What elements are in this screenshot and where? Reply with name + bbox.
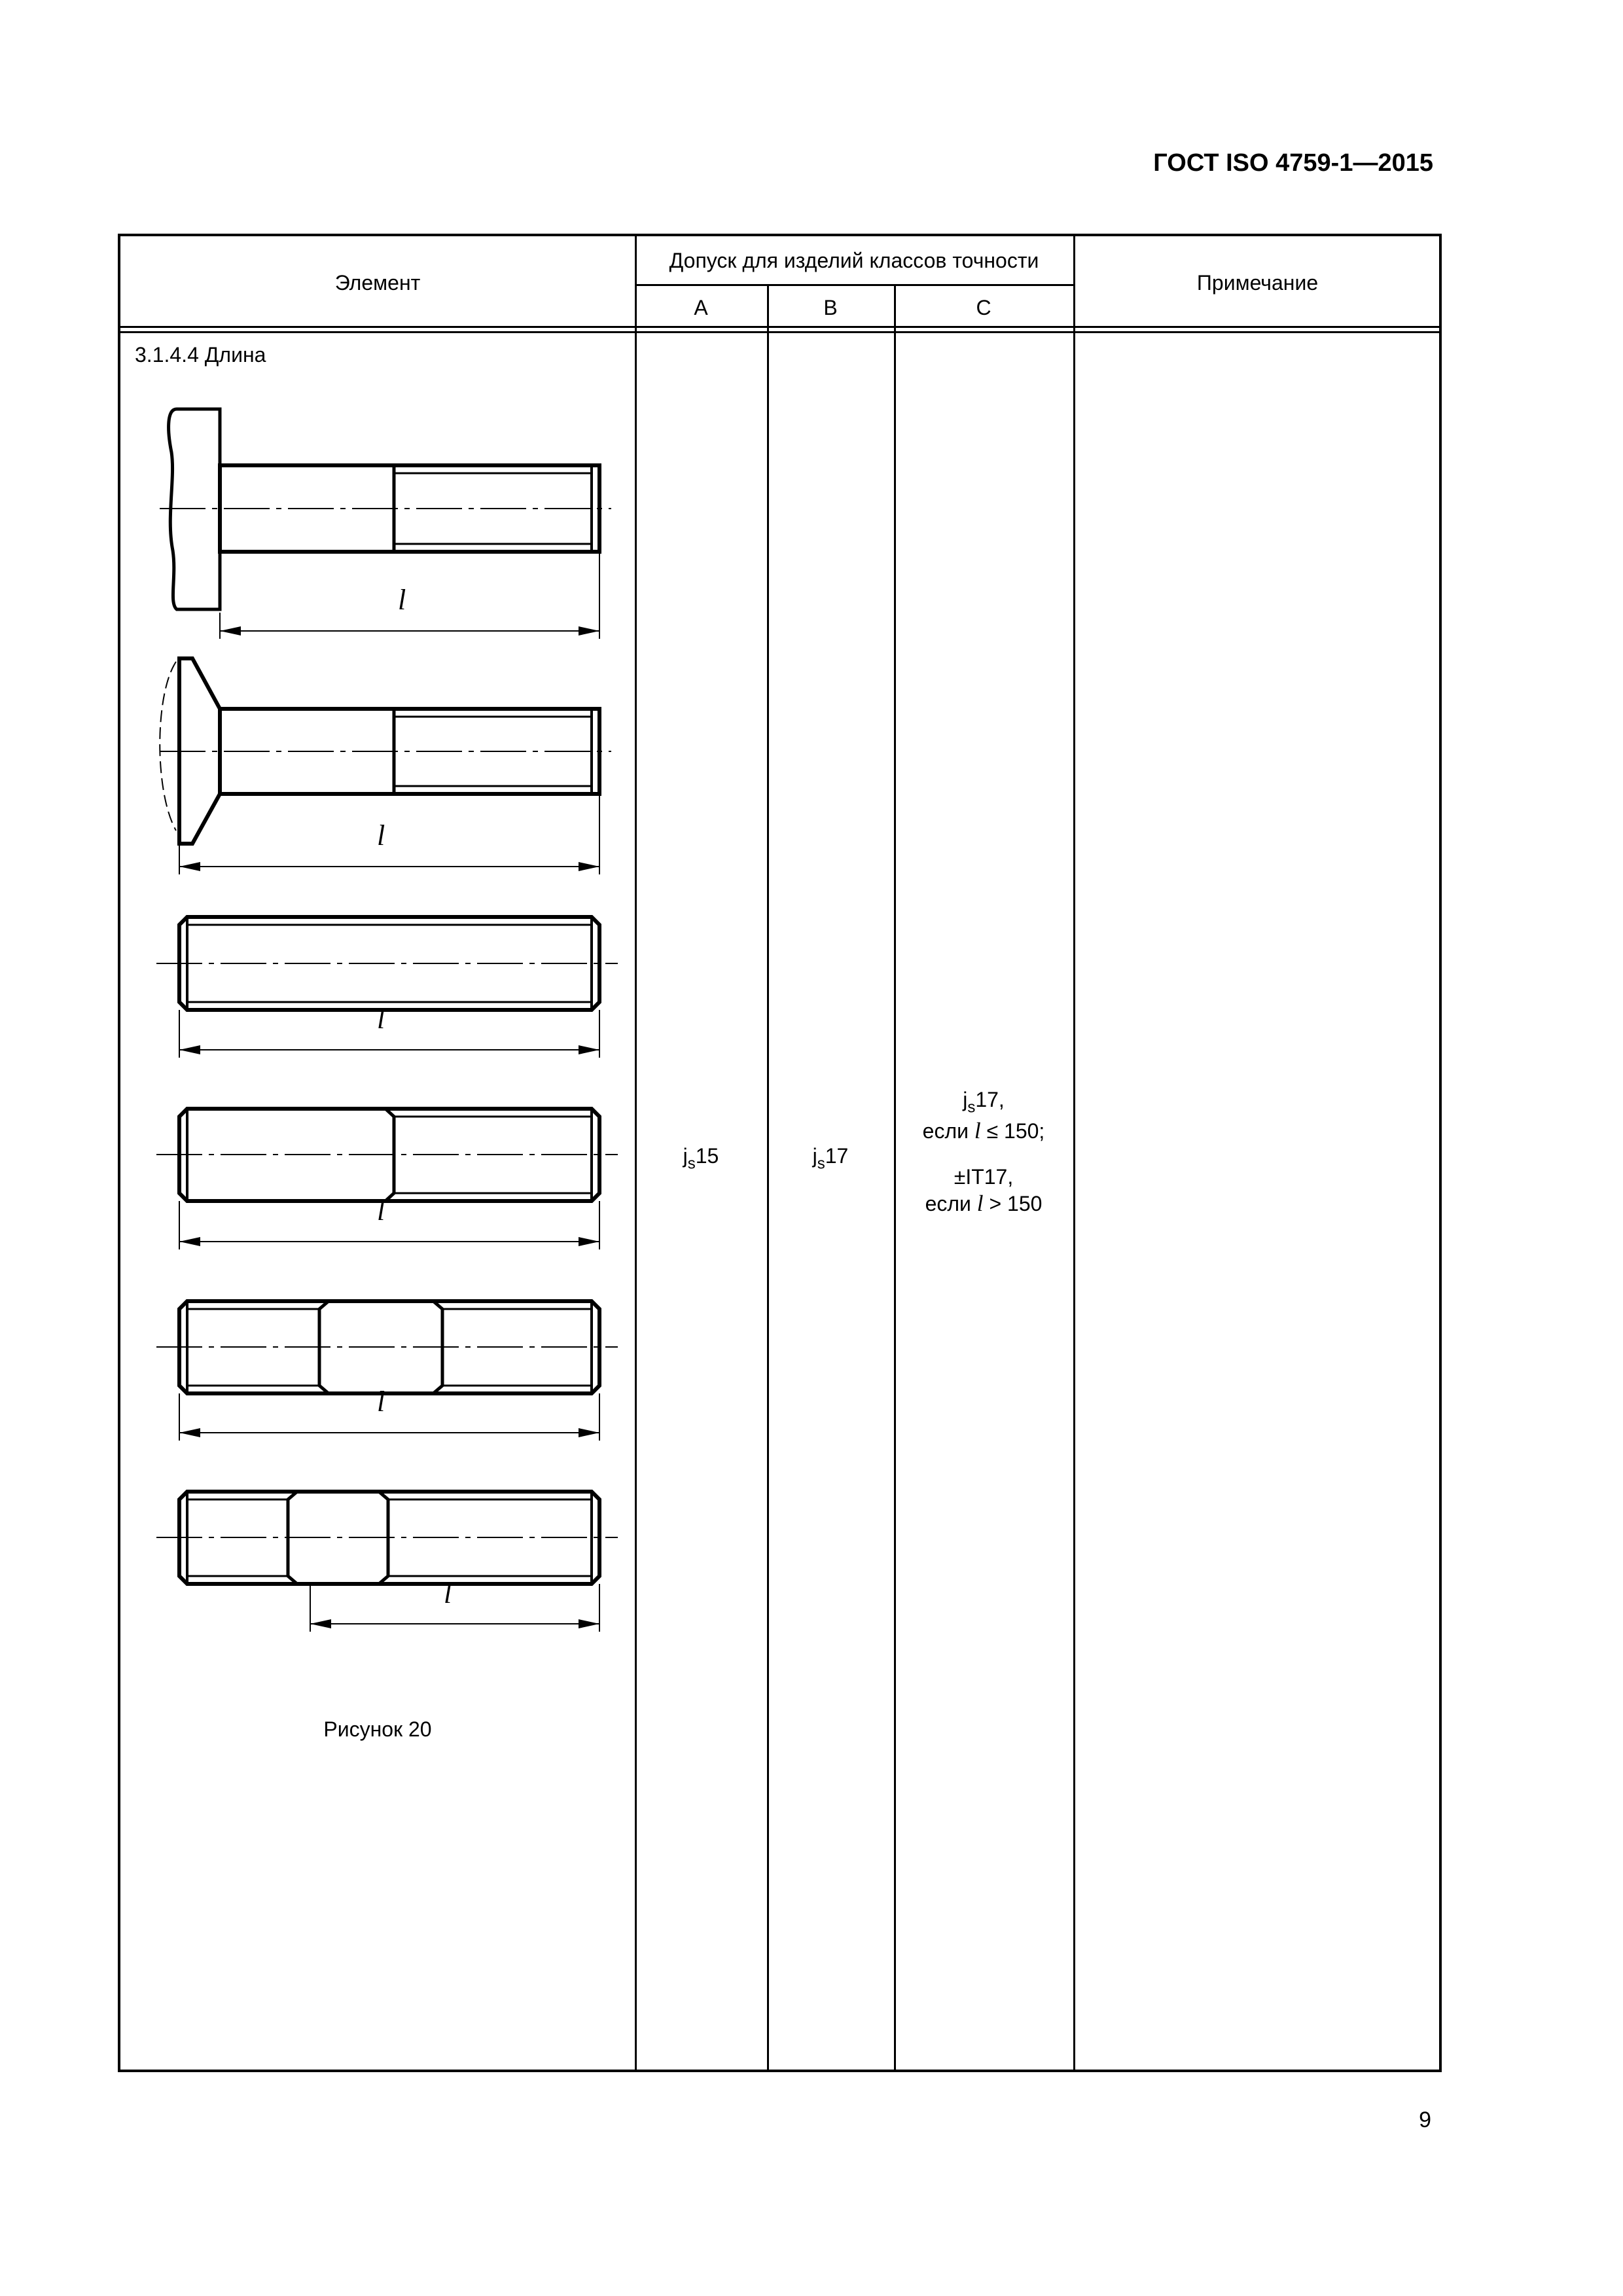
- threaded-rod-drawing: [156, 917, 618, 1058]
- double-end-stud-drawing: [156, 1301, 618, 1441]
- tolerance-a-base: j: [683, 1144, 688, 1168]
- tolerance-a-sub: s: [687, 1155, 696, 1173]
- tolerance-a: [635, 1143, 767, 1174]
- tolerance-c: [894, 1087, 1073, 1217]
- bolt-flat-head-drawing: [160, 409, 611, 639]
- figure-20-length-drawings: [120, 236, 635, 1676]
- header-note: Примечание: [1196, 271, 1319, 295]
- stud-metal-end-drawing: [156, 1492, 618, 1632]
- header-class-b: B: [823, 296, 838, 319]
- element-title: 3.1.4.4 Длина: [135, 343, 266, 367]
- figure-caption: Рисунок 20: [323, 1717, 432, 1741]
- text: ≤ 150;: [980, 1119, 1045, 1143]
- tolerance-b-base: j: [812, 1144, 817, 1168]
- header-subdivider: [635, 284, 1073, 286]
- length-label: l: [444, 1577, 452, 1609]
- tolerance-c-line1: [894, 1087, 1073, 1117]
- text: если: [925, 1191, 977, 1215]
- length-label: l: [377, 1003, 385, 1035]
- tolerance-c-line3: ±IT17,: [954, 1165, 1014, 1189]
- page-number: 9: [1419, 2108, 1431, 2132]
- header-class-c: C: [976, 296, 991, 319]
- tolerance-c-base: j: [963, 1088, 968, 1111]
- header-tolerance-group: Допуск для изделий классов точности: [669, 249, 1039, 272]
- length-label: l: [398, 584, 406, 616]
- column-divider: [767, 285, 769, 2070]
- tolerance-b-value: 17: [825, 1144, 849, 1168]
- column-divider: [1073, 236, 1075, 2070]
- document-code: ГОСТ ISO 4759-1—2015: [1153, 149, 1433, 177]
- length-symbol: l: [974, 1118, 981, 1144]
- length-label: l: [377, 819, 385, 852]
- tolerance-c-value: 17,: [975, 1088, 1005, 1111]
- countersunk-bolt-drawing: [160, 658, 611, 874]
- text: > 150: [983, 1191, 1043, 1215]
- tolerance-b: [767, 1143, 894, 1174]
- tolerance-c-line2: [894, 1117, 1073, 1145]
- length-label: l: [377, 1386, 385, 1418]
- tolerance-c-sub: s: [967, 1098, 976, 1117]
- tolerance-b-sub: s: [817, 1155, 825, 1173]
- length-label: l: [377, 1194, 385, 1227]
- text: если: [922, 1119, 974, 1143]
- tolerance-table: [118, 234, 1442, 2072]
- header-class-a: A: [694, 296, 708, 319]
- stud-one-end-drawing: [156, 1109, 618, 1249]
- header-element: Элемент: [334, 271, 421, 295]
- tolerance-a-value: 15: [695, 1144, 719, 1168]
- tolerance-c-line4: [894, 1190, 1073, 1217]
- length-symbol: l: [976, 1190, 984, 1216]
